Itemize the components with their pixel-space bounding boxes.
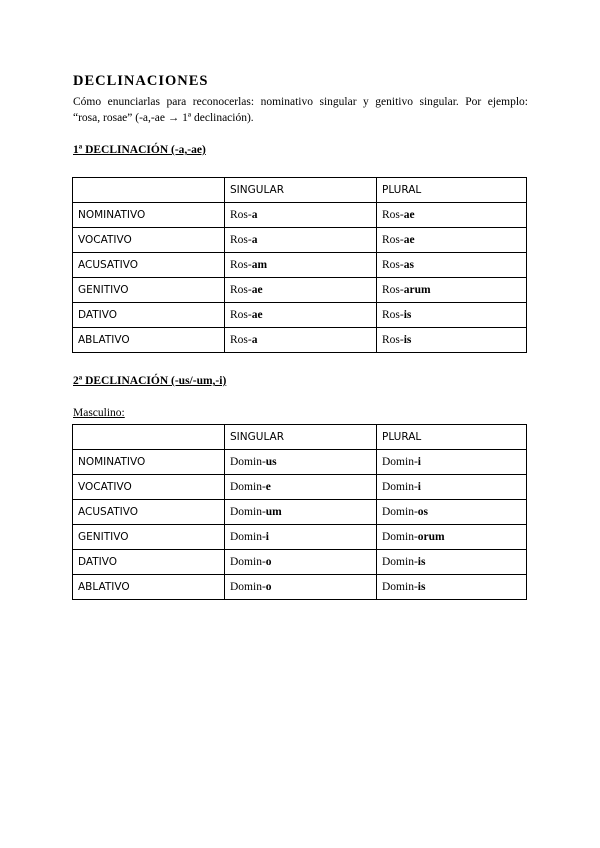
column-header: SINGULAR: [225, 178, 377, 203]
word-stem: Domin-: [230, 506, 266, 518]
singular-form-cell: [225, 228, 377, 253]
intro-line: Cómo enunciarlas para reconocerlas: nominativo singular y genitivo singular. Por ejemplo:: [73, 96, 528, 108]
plural-form-cell: [377, 575, 527, 600]
word-stem: Domin-: [230, 481, 266, 493]
word-stem: Domin-: [382, 556, 418, 568]
case-name-cell: GENITIVO: [73, 525, 225, 550]
singular-form-cell: [225, 253, 377, 278]
case-name-cell: NOMINATIVO: [73, 203, 225, 228]
word-stem: Ros-: [382, 334, 404, 346]
column-header: [73, 178, 225, 203]
table-row: [73, 500, 527, 525]
word-stem: Domin-: [230, 581, 266, 593]
word-stem: Ros-: [382, 209, 404, 221]
word-stem: Ros-: [230, 259, 252, 271]
word-ending: am: [251, 259, 268, 271]
singular-form-cell: [225, 450, 377, 475]
table-body: [73, 178, 527, 353]
word-stem: Domin-: [230, 456, 266, 468]
plural-form-cell: [377, 450, 527, 475]
plural-form-cell: [377, 525, 527, 550]
table-row: [73, 575, 527, 600]
word-ending: ae: [403, 234, 415, 246]
table-row: [73, 550, 527, 575]
word-stem: Domin-: [382, 531, 418, 543]
word-ending: i: [417, 456, 421, 468]
word-ending: orum: [417, 531, 445, 543]
table-row: [73, 475, 527, 500]
word-stem: Ros-: [230, 284, 252, 296]
case-name-cell: ACUSATIVO: [73, 500, 225, 525]
word-stem: Ros-: [382, 234, 404, 246]
column-header: [73, 425, 225, 450]
table-row: [73, 328, 527, 353]
word-ending: us: [265, 456, 277, 468]
word-stem: Domin-: [230, 556, 266, 568]
plural-form-cell: [377, 303, 527, 328]
word-ending: e: [265, 481, 271, 493]
table-row: [73, 253, 527, 278]
word-stem: Ros-: [382, 259, 404, 271]
plural-form-cell: [377, 328, 527, 353]
word-stem: Domin-: [382, 456, 418, 468]
word-ending: a: [251, 334, 258, 346]
second-declension-heading: 2ª DECLINACIÓN (-us/-um,-i): [73, 375, 227, 387]
word-ending: o: [265, 581, 272, 593]
table-row: [73, 203, 527, 228]
intro-line: “rosa, rosae” (-a,-ae → 1ª declinación).: [73, 112, 254, 124]
case-name-cell: DATIVO: [73, 303, 225, 328]
first-declension-table: [72, 177, 527, 353]
column-header: PLURAL: [377, 178, 527, 203]
word-stem: Domin-: [382, 581, 418, 593]
table-row: [73, 228, 527, 253]
word-ending: a: [251, 234, 258, 246]
word-ending: arum: [403, 284, 431, 296]
plural-form-cell: [377, 475, 527, 500]
word-stem: Domin-: [382, 506, 418, 518]
intro-paragraph: [73, 94, 528, 126]
table-row: [73, 525, 527, 550]
plural-form-cell: [377, 203, 527, 228]
word-stem: Ros-: [230, 309, 252, 321]
case-name-cell: DATIVO: [73, 550, 225, 575]
word-stem: Ros-: [230, 234, 252, 246]
plural-form-cell: [377, 228, 527, 253]
word-stem: Ros-: [382, 284, 404, 296]
table-body: [73, 425, 527, 600]
case-name-cell: VOCATIVO: [73, 475, 225, 500]
plural-form-cell: [377, 500, 527, 525]
plural-form-cell: [377, 253, 527, 278]
word-stem: Domin-: [230, 531, 266, 543]
word-ending: as: [403, 259, 414, 271]
word-ending: i: [265, 531, 269, 543]
masculine-subheading: Masculino:: [73, 407, 125, 419]
singular-form-cell: [225, 500, 377, 525]
singular-form-cell: [225, 475, 377, 500]
word-stem: Ros-: [230, 209, 252, 221]
case-name-cell: ABLATIVO: [73, 575, 225, 600]
singular-form-cell: [225, 328, 377, 353]
word-ending: is: [417, 581, 426, 593]
singular-form-cell: [225, 525, 377, 550]
singular-form-cell: [225, 303, 377, 328]
word-ending: is: [403, 334, 412, 346]
singular-form-cell: [225, 550, 377, 575]
case-name-cell: NOMINATIVO: [73, 450, 225, 475]
word-ending: ae: [403, 209, 415, 221]
word-ending: a: [251, 209, 258, 221]
table-header-row: [73, 178, 527, 203]
page-title: DECLINACIONES: [73, 73, 209, 89]
word-ending: o: [265, 556, 272, 568]
plural-form-cell: [377, 550, 527, 575]
word-ending: is: [417, 556, 426, 568]
table-row: [73, 303, 527, 328]
column-header: PLURAL: [377, 425, 527, 450]
table-row: [73, 278, 527, 303]
table-row: [73, 450, 527, 475]
case-name-cell: ACUSATIVO: [73, 253, 225, 278]
word-stem: Ros-: [230, 334, 252, 346]
singular-form-cell: [225, 278, 377, 303]
column-header: SINGULAR: [225, 425, 377, 450]
case-name-cell: GENITIVO: [73, 278, 225, 303]
word-ending: os: [417, 506, 429, 518]
word-ending: um: [265, 506, 282, 518]
word-stem: Domin-: [382, 481, 418, 493]
word-stem: Ros-: [382, 309, 404, 321]
word-ending: ae: [251, 284, 263, 296]
case-name-cell: ABLATIVO: [73, 328, 225, 353]
first-declension-heading: 1ª DECLINACIÓN (-a,-ae): [73, 144, 206, 156]
second-declension-table: [72, 424, 527, 600]
case-name-cell: VOCATIVO: [73, 228, 225, 253]
plural-form-cell: [377, 278, 527, 303]
word-ending: ae: [251, 309, 263, 321]
table-header-row: [73, 425, 527, 450]
word-ending: i: [417, 481, 421, 493]
word-ending: is: [403, 309, 412, 321]
singular-form-cell: [225, 575, 377, 600]
singular-form-cell: [225, 203, 377, 228]
